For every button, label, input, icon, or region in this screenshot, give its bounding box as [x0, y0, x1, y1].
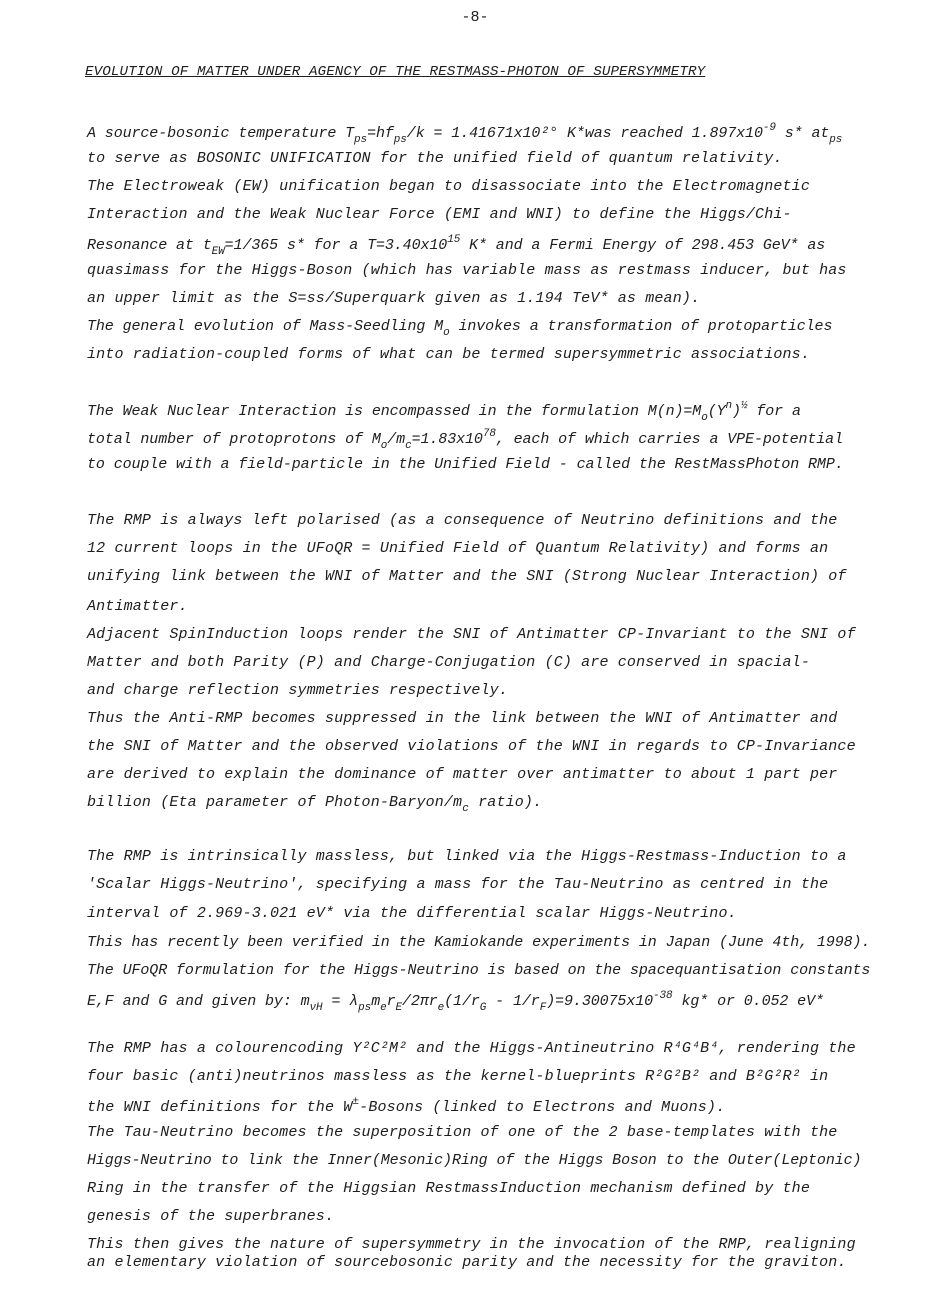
text-line: an elementary violation of sourcebosonic parity and the necessity for the graviton. [87, 1254, 847, 1271]
text-line: Interaction and the Weak Nuclear Force (EMI and WNI) to define the Higgs/Chi- [87, 206, 792, 223]
page-number: -8- [461, 9, 489, 26]
page-title: EVOLUTION OF MATTER UNDER AGENCY OF THE RESTMASS-PHOTON OF SUPERSYMMETRY [85, 64, 706, 80]
text-line: the SNI of Matter and the observed violations of the WNI in regards to CP-Invariance [87, 738, 856, 755]
text-line: an upper limit as the S=ss/Superquark given as 1.194 TeV* as mean). [87, 290, 701, 307]
text-line: into radiation-coupled forms of what can be termed supersymmetric associations. [87, 346, 810, 363]
text-line: to serve as BOSONIC UNIFICATION for the unified field of quantum relativity. [87, 150, 783, 167]
text-line: This then gives the nature of supersymmetry in the invocation of the RMP, realigning [87, 1236, 856, 1253]
text-line: This has recently been verified in the Kamiokande experiments in Japan (June 4th, 1998). [87, 934, 871, 951]
text-line: Resonance at $t_{EW}=1/365$ s* for a $T=3.40x10^{15}$ K* and a Fermi Energy of 298.453 GeV* as [87, 234, 826, 258]
text-line: Thus the Anti-RMP becomes suppressed in the link between the WNI of Antimatter and [87, 710, 838, 727]
text-line: are derived to explain the dominance of matter over antimatter to about 1 part per [87, 766, 838, 783]
text-line: The Electroweak (EW) unification began to disassociate into the Electromagnetic [87, 178, 810, 195]
text-line: The Weak Nuclear Interaction is encompassed in the formulation $M(n)=M_o(Y^n)^{\frac{1}{2}}$ for a [87, 400, 801, 424]
text-line: 12 current loops in the UFoQR = Unified Field of Quantum Relativity) and forms an [87, 540, 829, 557]
text-line: 'Scalar Higgs-Neutrino', specifying a mass for the Tau-Neutrino as centred in the [87, 876, 829, 893]
text-line: Antimatter. [87, 598, 188, 615]
text-line: interval of 2.969-3.021 eV* via the differential scalar Higgs-Neutrino. [87, 905, 737, 922]
text-line: The general evolution of Mass-Seedling $M_o$ invokes a transformation of protoparticles [87, 318, 833, 339]
text-line: Higgs-Neutrino to link the Inner(Mesonic)Ring of the Higgs Boson to the Outer(Leptonic) [87, 1152, 862, 1169]
text-line: E,F and G and given by: $m_{\nu H} = \lambda_{ps}m_er_E/2\pi r_e(1/r_G - 1/r_F)=9.30075x10^{-38}$ kg* or 0.052 eV* [87, 990, 824, 1014]
text-line: The Tau-Neutrino becomes the superposition of one of the 2 base-templates with the [87, 1124, 838, 1141]
text-line: and charge reflection symmetries respectively. [87, 682, 508, 699]
text-line: quasimass for the Higgs-Boson (which has variable mass as restmass inducer, but has [87, 262, 847, 279]
text-line: unifying link between the WNI of Matter and the SNI (Strong Nuclear Interaction) of [87, 568, 847, 585]
text-line: four basic (anti)neutrinos massless as the kernel-blueprints R²G²B² and B²G²R² in [87, 1068, 829, 1085]
text-line: Matter and both Parity (P) and Charge-Conjugation (C) are conserved in spacial- [87, 654, 810, 671]
text-line: The RMP is always left polarised (as a consequence of Neutrino definitions and the [87, 512, 838, 529]
text-line: Adjacent SpinInduction loops render the SNI of Antimatter CP-Invariant to the SNI of [87, 626, 856, 643]
text-line: Ring in the transfer of the Higgsian RestmassInduction mechanism defined by the [87, 1180, 810, 1197]
text-line: A source-bosonic temperature $T_{ps}=hf_{ps}/k = 1.41671x10^2^\circ$ K*was reached $1.897x10^{-9}$ s* $at_{ps}$ [87, 122, 843, 146]
text-line: the WNI definitions for the W±-Bosons (linked to Electrons and Muons). [87, 1096, 726, 1116]
text-line: total number of protoprotons of $M_o/m_c=1.83x10^{78}$, each of which carries a VPE-potential [87, 428, 843, 452]
text-line: to couple with a field-particle in the Unified Field - called the RestMassPhoton RMP. [87, 456, 844, 473]
text-line: billion (Eta parameter of Photon-$Baryon/m_c$ ratio). [87, 794, 543, 815]
text-line: genesis of the superbranes. [87, 1208, 335, 1225]
text-line: The RMP is intrinsically massless, but linked via the Higgs-Restmass-Induction to a [87, 848, 847, 865]
text-line: The UFoQR formulation for the Higgs-Neutrino is based on the spacequantisation constants [87, 962, 871, 979]
text-line: The RMP has a colourencoding Y²C²M² and the Higgs-Antineutrino R⁴G⁴B⁴, rendering the [87, 1040, 856, 1057]
